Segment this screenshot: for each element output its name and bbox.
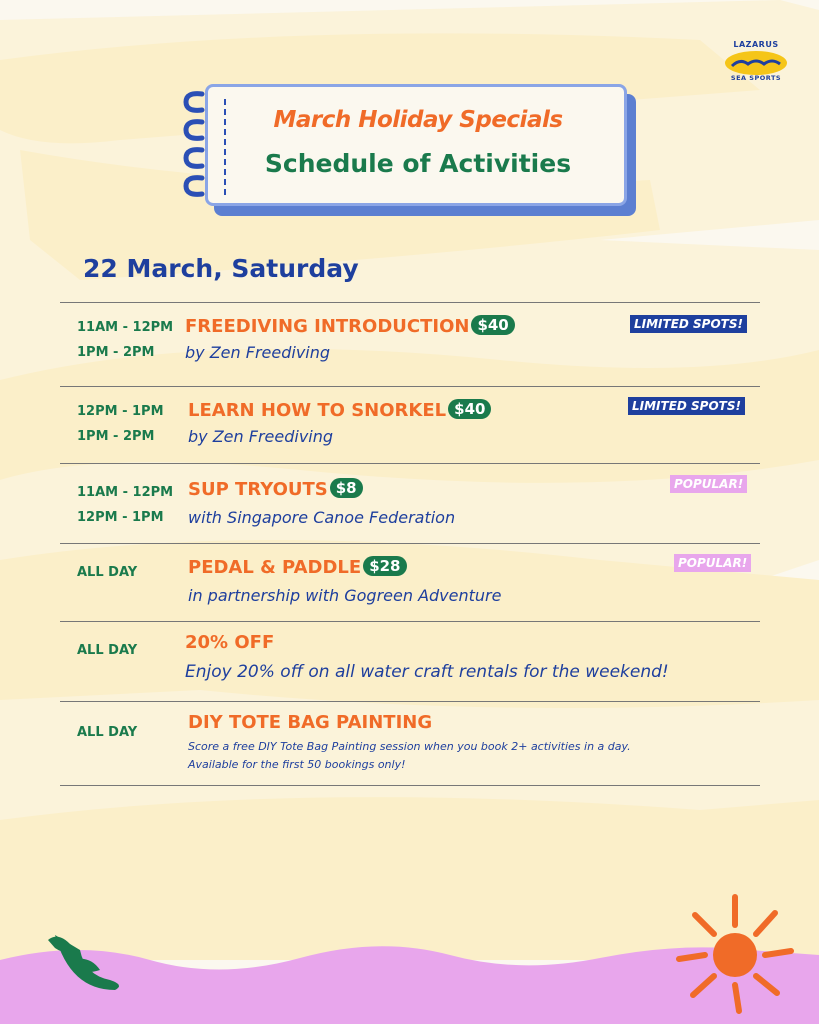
activity-times: ALL DAY	[77, 725, 138, 740]
activity-name: 20% OFF	[185, 632, 275, 653]
spiral-ring-icon	[180, 90, 210, 114]
price-badge: $28	[363, 556, 406, 576]
brand-logo	[722, 40, 790, 86]
activity-times: 12PM - 1PM 1PM - 2PM	[77, 404, 164, 444]
spiral-ring-icon	[180, 146, 210, 170]
activity-provider: with Singapore Canoe Federation	[188, 508, 456, 527]
spiral-ring-icon	[180, 174, 210, 198]
price-badge: $40	[448, 399, 491, 419]
activity-description: Enjoy 20% off on all water craft rentals for the weekend!	[185, 662, 669, 682]
activity-row	[60, 463, 760, 544]
price-badge: $40	[471, 315, 514, 335]
brand-tagline: SEA SPORTS	[730, 74, 782, 82]
activity-row	[60, 543, 760, 622]
activity-times: 11AM - 12PM 1PM - 2PM	[77, 320, 174, 360]
activity-times: ALL DAY	[77, 643, 138, 658]
popular-badge: POPULAR!	[670, 475, 747, 493]
activity-row	[60, 386, 760, 464]
event-date: 22 March, Saturday	[83, 254, 359, 283]
activity-description: Score a free DIY Tote Bag Painting session when you book 2+ activities in a day. Available for the first 50 bookings only!	[188, 740, 631, 771]
price-badge: $8	[330, 478, 363, 498]
activity-name: SUP TRYOUTS $8	[188, 478, 363, 500]
wave-icon	[724, 50, 788, 76]
brand-name: LAZARUS	[733, 40, 779, 49]
activity-name: PEDAL & PADDLE $28	[188, 556, 407, 578]
popular-badge: POPULAR!	[674, 554, 751, 572]
activity-times: 11AM - 12PM 12PM - 1PM	[77, 485, 174, 525]
card-divider	[224, 99, 226, 195]
limited-spots-badge: LIMITED SPOTS!	[628, 397, 745, 415]
page-subtitle: Schedule of Activities	[264, 149, 572, 178]
page-title: March Holiday Specials	[273, 107, 563, 133]
activity-name: DIY TOTE BAG PAINTING	[188, 712, 433, 733]
activity-name: LEARN HOW TO SNORKEL $40	[188, 399, 491, 421]
activity-provider: in partnership with Gogreen Adventure	[188, 586, 502, 605]
spiral-ring-icon	[180, 118, 210, 142]
activity-provider: by Zen Freediving	[185, 343, 331, 362]
activity-name: FREEDIVING INTRODUCTION $40	[185, 315, 515, 337]
header-card	[205, 84, 627, 206]
sun-icon	[679, 897, 791, 1011]
activity-row	[60, 621, 760, 702]
activity-row	[60, 302, 760, 387]
limited-spots-badge: LIMITED SPOTS!	[630, 315, 747, 333]
activity-row	[60, 701, 760, 786]
activity-provider: by Zen Freediving	[188, 427, 334, 446]
activity-times: ALL DAY	[77, 565, 138, 580]
